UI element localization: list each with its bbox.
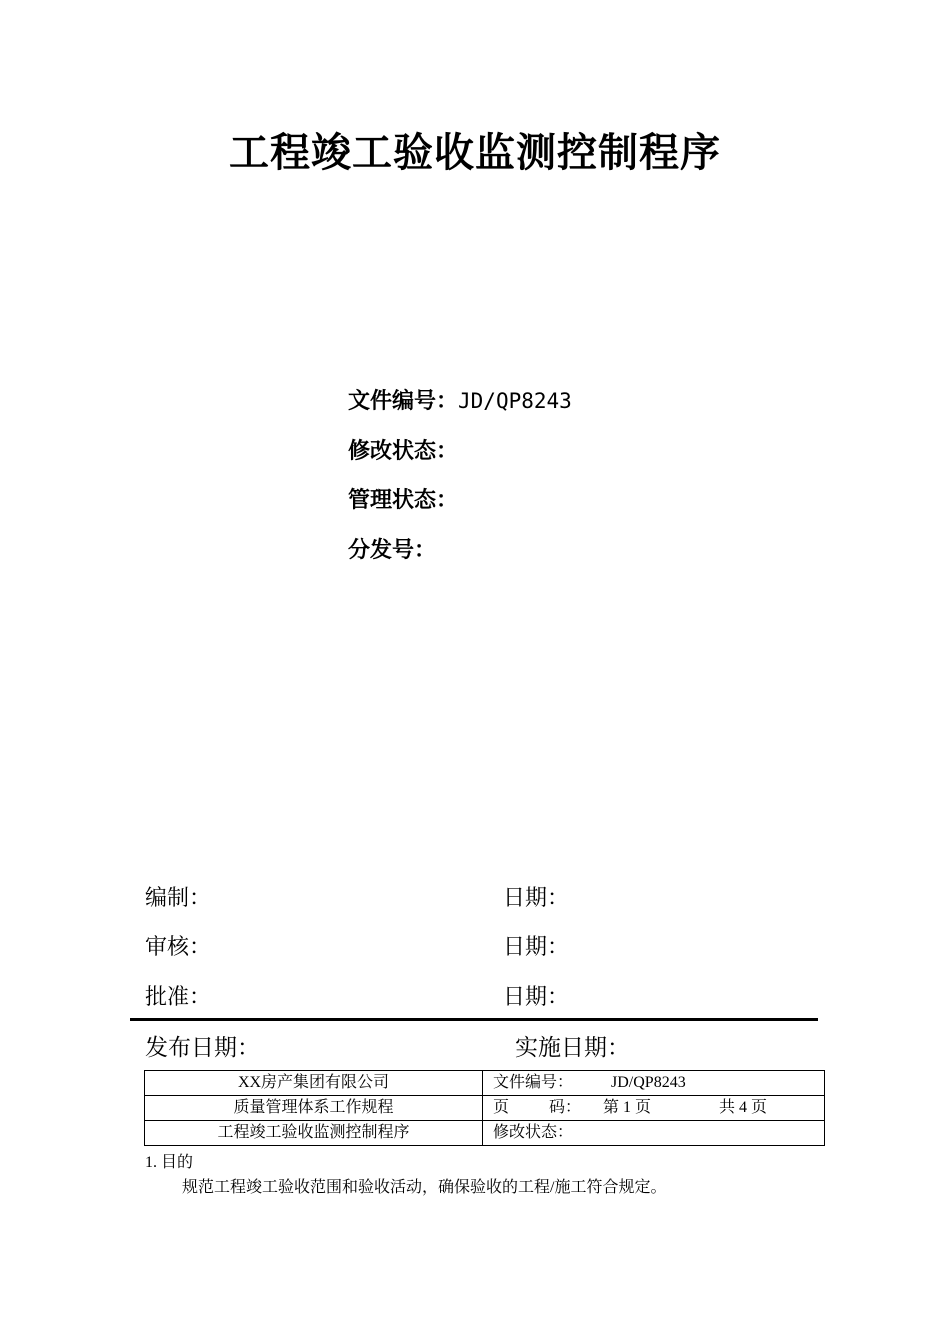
company-name: XX房产集团有限公司	[145, 1071, 483, 1096]
compiled-by-label: 编制：	[145, 886, 212, 911]
separator-rule	[130, 1018, 818, 1021]
page-label-1: 页	[493, 1099, 510, 1116]
distribution-number-label: 分发号：	[348, 537, 437, 563]
page-total: 共 4 页	[719, 1099, 768, 1116]
table-row	[145, 1121, 825, 1146]
file-number-line	[348, 386, 572, 416]
page-label-2: 码：	[549, 1099, 582, 1116]
approve-date-label: 日期：	[503, 985, 570, 1010]
file-number-label: 文件编号：	[348, 388, 459, 414]
section-1-text: 规范工程竣工验收范围和验收活动，确保验收的工程/施工符合规定。	[182, 1179, 667, 1196]
review-date-label: 日期：	[503, 935, 570, 960]
system-name: 质量管理体系工作规程	[145, 1096, 483, 1121]
management-status-label: 管理状态：	[348, 487, 459, 513]
page-current: 第 1 页	[603, 1099, 652, 1116]
header-file-number-label: 文件编号：	[493, 1074, 574, 1091]
reviewed-by-label: 审核：	[145, 935, 212, 960]
table-row	[145, 1071, 825, 1096]
file-number-value: JD/QP8243	[458, 389, 572, 413]
header-page-info	[483, 1096, 825, 1121]
header-file-number-value: JD/QP8243	[611, 1074, 686, 1091]
header-revision-status: 修改状态：	[483, 1121, 825, 1146]
document-title: 工程竣工验收监测控制程序	[229, 129, 721, 176]
effective-date-label: 实施日期：	[515, 1035, 630, 1061]
release-date-label: 发布日期：	[145, 1035, 260, 1061]
document-header-table	[144, 1070, 825, 1146]
approved-by-label: 批准：	[145, 985, 212, 1010]
header-file-number	[483, 1071, 825, 1096]
section-1-title: 1. 目的	[145, 1154, 194, 1171]
revision-status-label: 修改状态：	[348, 438, 459, 464]
procedure-name: 工程竣工验收监测控制程序	[145, 1121, 483, 1146]
compile-date-label: 日期：	[503, 886, 570, 911]
table-row	[145, 1096, 825, 1121]
